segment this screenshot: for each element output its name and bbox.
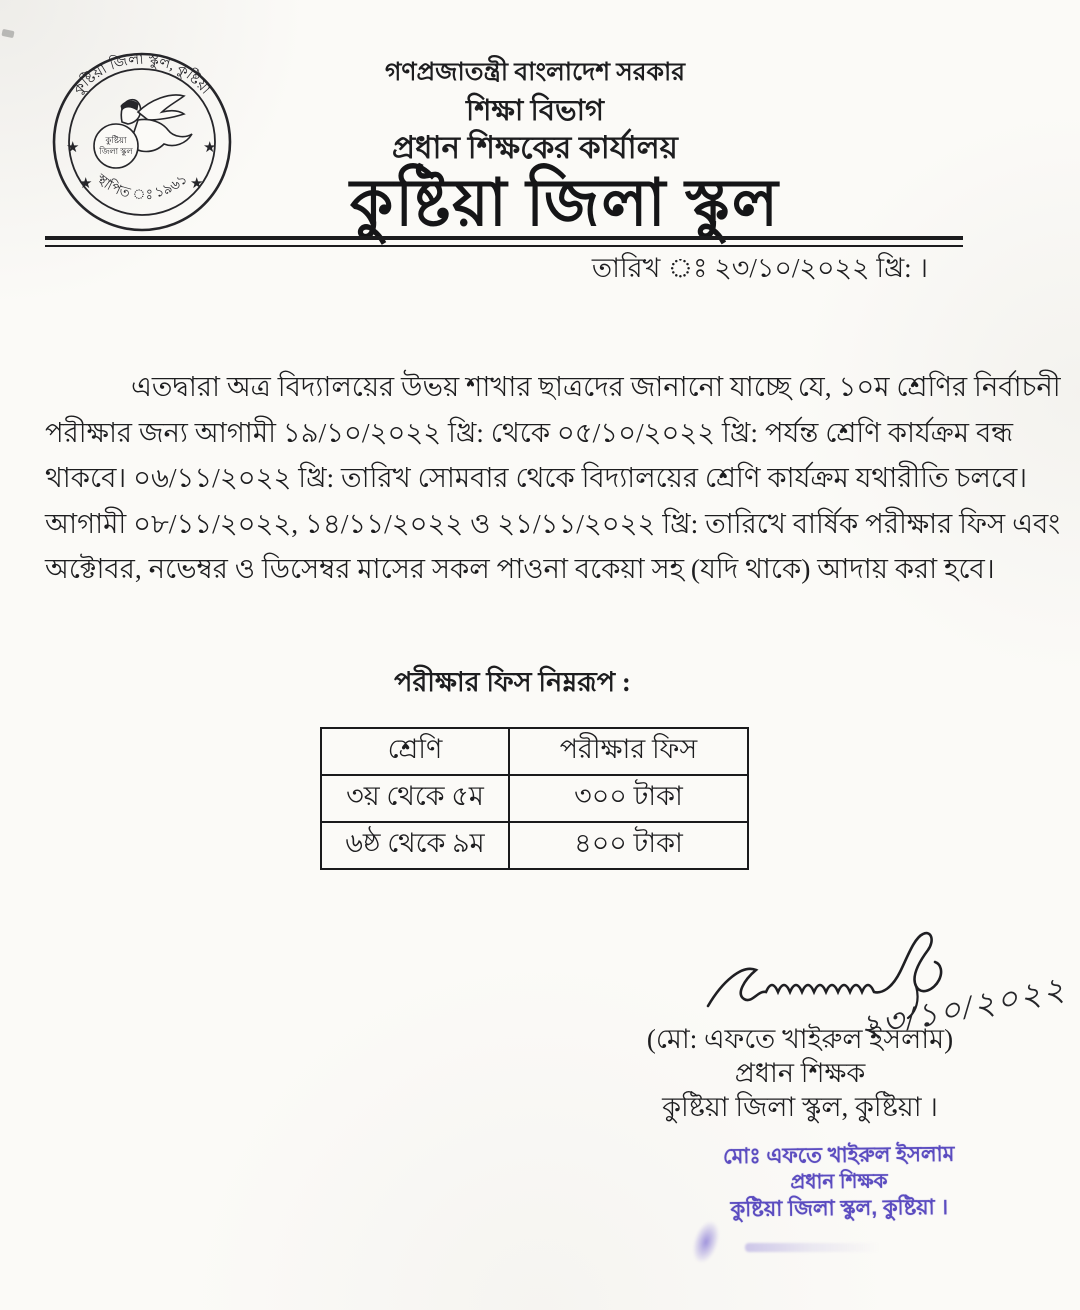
signatory-name: (মো: এফতে খাইরুল ইসলাম) (646, 1024, 954, 1054)
fees-cell-amount: ৩০০ টাকা (509, 775, 748, 822)
stamp-name-line: মোঃ এফতে খাইরুল ইসলাম (722, 1142, 955, 1169)
stamp-title-line: প্রধান শিক্ষক (790, 1170, 888, 1194)
header-government-line: গণপ্রজাতন্ত্রী বাংলাদেশ সরকার (384, 59, 686, 86)
signature-block (600, 1022, 1000, 1124)
fees-cell-class-range: ৩য় থেকে ৫ম (321, 775, 509, 822)
date-line: তারিখ ঃ ২৩/১০/২০২২ খ্রি: । (591, 253, 929, 283)
seal-center-text-line1: কুষ্টিয়া (105, 135, 127, 145)
fees-header-class: শ্রেণি (321, 728, 509, 775)
stamp-ink-smear (745, 1243, 880, 1252)
fees-header-fee: পরীক্ষার ফিস (509, 728, 748, 775)
fees-table-row (321, 775, 748, 822)
seal-ring-text-top: কুষ্টিয়া জিলা স্কুল, কুষ্টিয়া (70, 51, 214, 98)
fees-cell-class-range: ৬ষ্ঠ থেকে ৯ম (321, 822, 509, 869)
header-office-line: প্রধান শিক্ষকের কার্যালয় (392, 130, 678, 165)
fees-table-header-row (321, 728, 748, 775)
stamp-org-line: কুষ্টিয়া জিলা স্কুল, কুষ্টিয়া । (730, 1195, 949, 1222)
letterhead-divider (45, 236, 963, 247)
fees-cell-amount: ৪০০ টাকা (509, 822, 748, 869)
seal-center-text-line2: জিলা স্কুল (99, 146, 133, 156)
seal-ring-text-bottom: স্থাপিত ঃ ১৯৬১ (93, 171, 191, 203)
scan-artifact-mark (1, 29, 14, 38)
stamp-ink-smudge (688, 1217, 724, 1266)
notice-line: এতদ্বারা অত্র বিদ্যালয়ের উভয় শাখার ছাত্রদের জানানো যাচ্ছে যে, ১০ম শ্রেণির নির্বাচনী (131, 371, 1061, 402)
signatory-organization: কুষ্টিয়া জিলা স্কুল, কুষ্টিয়া । (662, 1092, 938, 1122)
seal-star-left-lower: ★ (79, 176, 93, 192)
school-title: কুষ্টিয়া জিলা স্কুল (349, 167, 781, 240)
signatory-title: প্রধান শিক্ষক (734, 1058, 866, 1088)
notice-line: পরীক্ষার জন্য আগামী ১৯/১০/২০২২ খ্রি: থেকে ০৫/১০/২০২২ খ্রি: পর্যন্ত শ্রেণি কার্যক্রম বন্ধ (45, 416, 1014, 448)
seal-star-right-upper: ★ (203, 140, 217, 156)
office-stamp (708, 1141, 971, 1224)
seal-star-left-upper: ★ (66, 140, 80, 156)
seal-star-right-lower: ★ (190, 176, 204, 192)
notice-line: অক্টোবর, নভেম্বর ও ডিসেম্বর মাসের সকল পাওনা বকেয়া সহ (যদি থাকে) আদায় করা হবে। (45, 553, 995, 584)
notice-line: থাকবে। ০৬/১১/২০২২ খ্রি: তারিখ সোমবার থেকে বিদ্যালয়ের শ্রেণি কার্যক্রম যথারীতি চলবে। (45, 462, 1028, 493)
notice-paragraph (45, 364, 1061, 592)
signature-handwritten-date: ২৩/১০/২০২২ (856, 971, 1070, 1047)
fees-table (320, 727, 749, 870)
fees-table-row (321, 822, 748, 869)
fees-heading: পরীক্ষার ফিস নিম্নরূপ : (394, 667, 631, 697)
notice-line: আগামী ০৮/১১/২০২২, ১৪/১১/২০২২ ও ২১/১১/২০২২ খ্রি: তারিখে বার্ষিক পরীক্ষার ফিস এবং (45, 507, 1061, 539)
header-department-line: শিক্ষা বিভাগ (465, 95, 605, 127)
